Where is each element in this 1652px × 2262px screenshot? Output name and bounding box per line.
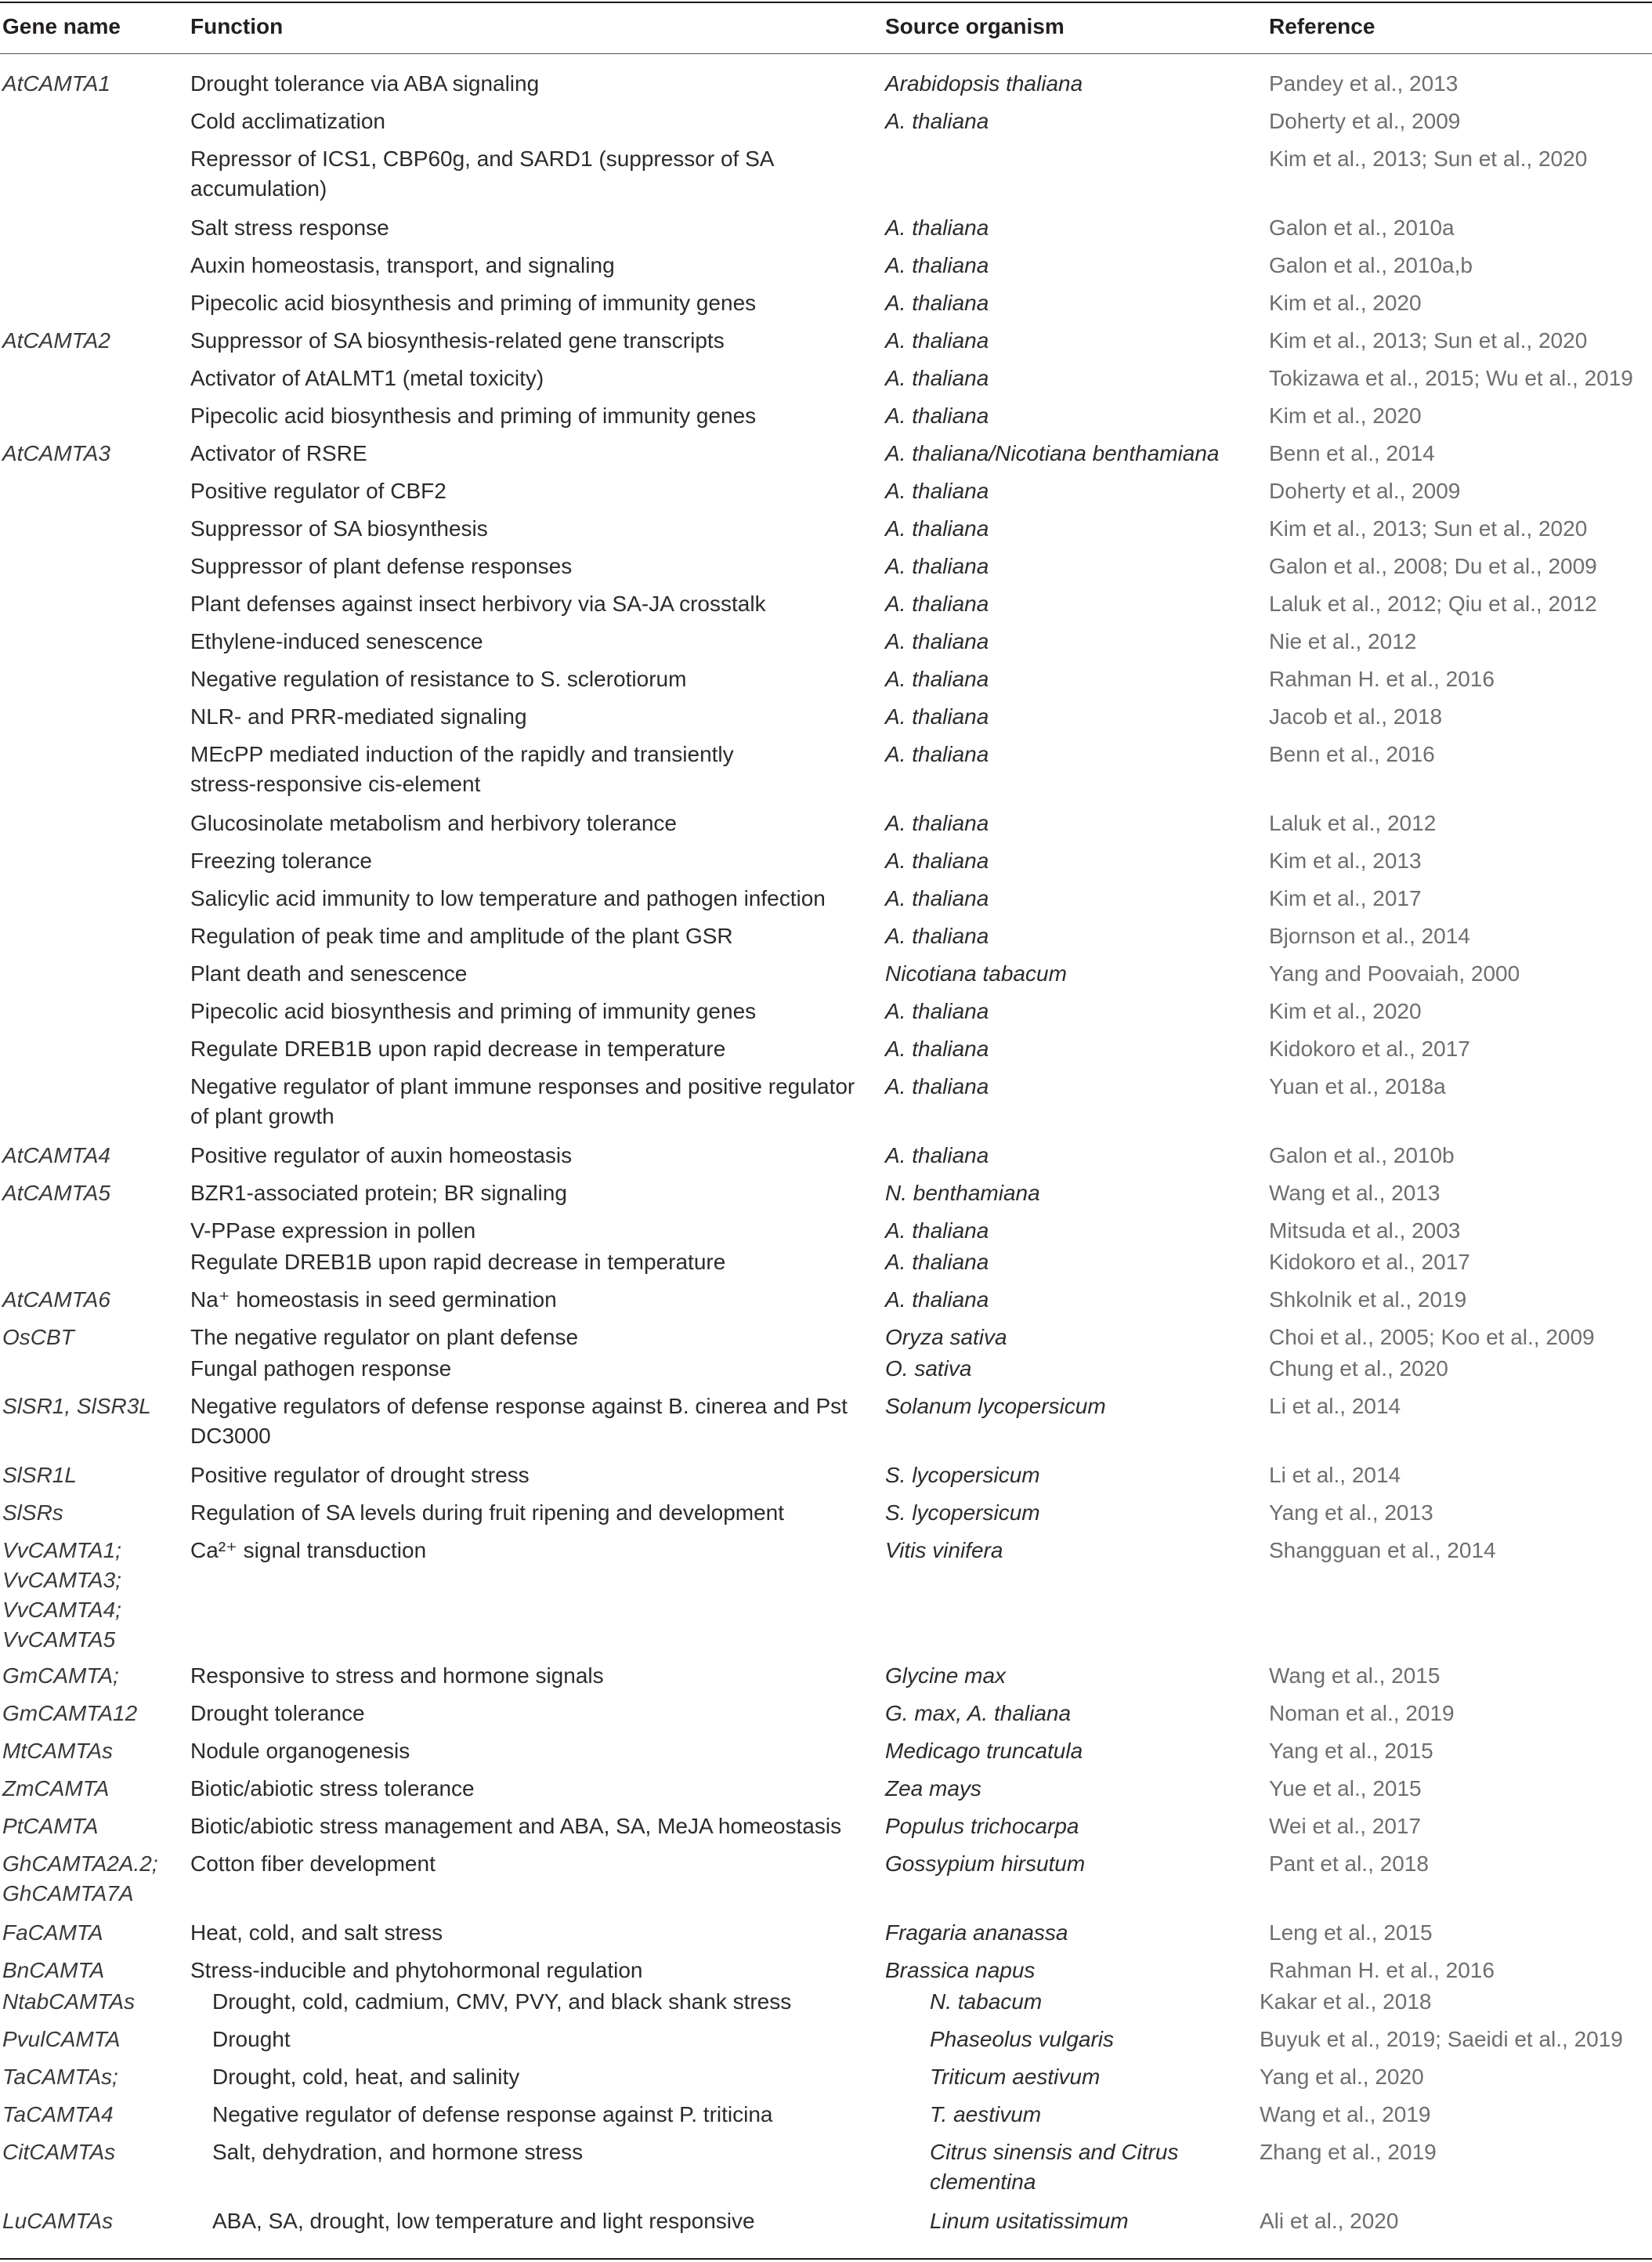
function-cell: Nodule organogenesis <box>190 1739 410 1763</box>
source-organism-cell: A. thaliana <box>885 215 989 240</box>
reference-cell: Kim et al., 2013 <box>1269 849 1422 873</box>
gene-name-cell: AtCAMTA1 <box>2 71 110 96</box>
reference-cell: Doherty et al., 2009 <box>1269 109 1461 133</box>
source-organism-cell: A. thaliana <box>885 1287 989 1312</box>
function-cell: Negative regulators of defense response against B. cinerea and Pst DC3000 <box>190 1394 848 1448</box>
gene-name-cell: TaCAMTA4 <box>2 2102 114 2126</box>
function-cell: Negative regulation of resistance to S. sclerotiorum <box>190 667 687 691</box>
source-organism-cell: Glycine max <box>885 1663 1007 1688</box>
source-organism-cell: Citrus sinensis and Citrus clementina <box>930 2140 1179 2194</box>
reference-cell: Yang and Poovaiah, 2000 <box>1269 961 1520 986</box>
function-cell: Repressor of ICS1, CBP60g, and SARD1 (suppressor of SA accumulation) <box>190 147 775 201</box>
function-cell: Salicylic acid immunity to low temperature and pathogen infection <box>190 886 826 910</box>
function-cell: Ca²⁺ signal transduction <box>190 1538 427 1562</box>
function-cell: Drought <box>212 2027 291 2051</box>
gene-name-cell: OsCBT <box>2 1325 74 1349</box>
reference-cell: Nie et al., 2012 <box>1269 629 1417 653</box>
function-cell: Cotton fiber development <box>190 1851 436 1876</box>
reference-cell: Yang et al., 2015 <box>1269 1739 1433 1763</box>
source-organism-cell: A. thaliana <box>885 366 989 390</box>
function-cell: Pipecolic acid biosynthesis and priming of immunity genes <box>190 291 757 315</box>
source-organism-cell: A. thaliana <box>885 554 989 578</box>
reference-cell: Galon et al., 2010b <box>1269 1143 1455 1167</box>
header-source-organism: Source organism <box>885 14 1065 38</box>
gene-name-cell: MtCAMTAs <box>2 1739 114 1763</box>
gene-name-cell: PvulCAMTA <box>2 2027 121 2051</box>
header-gene-name: Gene name <box>2 14 121 38</box>
source-organism-cell: A. thaliana <box>885 479 989 503</box>
function-cell: Negative regulator of defense response against P. triticina <box>212 2102 773 2126</box>
function-cell: Plant defenses against insect herbivory via SA-JA crosstalk <box>190 592 766 616</box>
header-function: Function <box>190 14 284 38</box>
source-organism-cell: Gossypium hirsutum <box>885 1851 1086 1876</box>
reference-cell: Laluk et al., 2012 <box>1269 811 1437 835</box>
reference-cell: Li et al., 2014 <box>1269 1394 1401 1418</box>
source-organism-cell: A. thaliana <box>885 253 989 277</box>
function-cell: Auxin homeostasis, transport, and signaling <box>190 253 615 277</box>
function-cell: Suppressor of SA biosynthesis <box>190 516 488 541</box>
gene-name-cell: ZmCAMTA <box>2 1776 110 1801</box>
reference-cell: Bjornson et al., 2014 <box>1269 924 1470 948</box>
function-cell: Regulation of SA levels during fruit ripening and development <box>190 1500 785 1525</box>
reference-cell: Jacob et al., 2018 <box>1269 704 1443 729</box>
function-cell: Plant death and senescence <box>190 961 468 986</box>
gene-name-cell: GhCAMTA2A.2; GhCAMTA7A <box>2 1851 158 1906</box>
source-organism-cell: A. thaliana <box>885 999 989 1023</box>
reference-cell: Ali et al., 2020 <box>1260 2209 1399 2233</box>
source-organism-cell: Triticum aestivum <box>930 2065 1101 2089</box>
function-cell: Drought tolerance <box>190 1701 365 1725</box>
source-organism-cell: A. thaliana <box>885 404 989 428</box>
gene-name-cell: NtabCAMTAs <box>2 1989 136 2014</box>
source-organism-cell: S. lycopersicum <box>885 1463 1040 1487</box>
function-cell: Pipecolic acid biosynthesis and priming of immunity genes <box>190 404 757 428</box>
source-organism-cell: A. thaliana <box>885 742 989 766</box>
function-cell: Suppressor of plant defense responses <box>190 554 573 578</box>
reference-cell: Wang et al., 2015 <box>1269 1663 1441 1688</box>
function-cell: Drought, cold, cadmium, CMV, PVY, and black shank stress <box>212 1989 792 2014</box>
reference-cell: Kakar et al., 2018 <box>1260 1989 1432 2014</box>
gene-name-cell: GmCAMTA; <box>2 1663 119 1688</box>
reference-cell: Shkolnik et al., 2019 <box>1269 1287 1467 1312</box>
function-cell: Salt stress response <box>190 215 389 240</box>
reference-cell: Choi et al., 2005; Koo et al., 2009 <box>1269 1325 1595 1349</box>
gene-name-cell: FaCAMTA <box>2 1920 103 1945</box>
function-cell: Fungal pathogen response <box>190 1356 452 1381</box>
table-bottom-rule <box>0 2258 1652 2260</box>
function-cell: Ethylene-induced senescence <box>190 629 483 653</box>
reference-cell: Buyuk et al., 2019; Saeidi et al., 2019 <box>1260 2027 1623 2051</box>
function-cell: Freezing tolerance <box>190 849 372 873</box>
reference-cell: Kim et al., 2020 <box>1269 404 1422 428</box>
source-organism-cell: Populus trichocarpa <box>885 1814 1079 1838</box>
reference-cell: Doherty et al., 2009 <box>1269 479 1461 503</box>
function-cell: Activator of RSRE <box>190 441 367 465</box>
function-cell: Regulation of peak time and amplitude of the plant GSR <box>190 924 733 948</box>
reference-cell: Laluk et al., 2012; Qiu et al., 2012 <box>1269 592 1597 616</box>
reference-cell: Yuan et al., 2018a <box>1269 1074 1446 1098</box>
reference-cell: Wei et al., 2017 <box>1269 1814 1422 1838</box>
gene-name-cell: VvCAMTA1; VvCAMTA3; VvCAMTA4; VvCAMTA5 <box>2 1538 121 1652</box>
gene-name-cell: BnCAMTA <box>2 1958 105 1982</box>
source-organism-cell: T. aestivum <box>930 2102 1042 2126</box>
reference-cell: Kim et al., 2020 <box>1269 291 1422 315</box>
source-organism-cell: Arabidopsis thaliana <box>885 71 1083 96</box>
source-organism-cell: Phaseolus vulgaris <box>930 2027 1115 2051</box>
function-cell: Drought tolerance via ABA signaling <box>190 71 540 96</box>
table-top-rule <box>0 2 1652 3</box>
function-cell: Suppressor of SA biosynthesis-related gene transcripts <box>190 328 725 353</box>
function-cell: Regulate DREB1B upon rapid decrease in temperature <box>190 1250 726 1274</box>
function-cell: Heat, cold, and salt stress <box>190 1920 443 1945</box>
source-organism-cell: A. thaliana <box>885 667 989 691</box>
function-cell: Na⁺ homeostasis in seed germination <box>190 1287 557 1312</box>
source-organism-cell: A. thaliana <box>885 109 989 133</box>
gene-name-cell: PtCAMTA <box>2 1814 99 1838</box>
function-cell: Positive regulator of drought stress <box>190 1463 530 1487</box>
gene-name-cell: AtCAMTA3 <box>2 441 110 465</box>
reference-cell: Galon et al., 2010a <box>1269 215 1455 240</box>
reference-cell: Chung et al., 2020 <box>1269 1356 1448 1381</box>
source-organism-cell: A. thaliana <box>885 516 989 541</box>
reference-cell: Benn et al., 2016 <box>1269 742 1435 766</box>
reference-cell: Galon et al., 2010a,b <box>1269 253 1473 277</box>
source-organism-cell: A. thaliana <box>885 1143 989 1167</box>
reference-cell: Tokizawa et al., 2015; Wu et al., 2019 <box>1269 366 1633 390</box>
gene-name-cell: AtCAMTA6 <box>2 1287 110 1312</box>
gene-name-cell: AtCAMTA5 <box>2 1181 110 1205</box>
source-organism-cell: Vitis vinifera <box>885 1538 1003 1562</box>
reference-cell: Pandey et al., 2013 <box>1269 71 1459 96</box>
header-reference: Reference <box>1269 14 1375 38</box>
gene-name-cell: TaCAMTAs; <box>2 2065 118 2089</box>
gene-name-cell: CitCAMTAs <box>2 2140 116 2164</box>
reference-cell: Leng et al., 2015 <box>1269 1920 1433 1945</box>
reference-cell: Kidokoro et al., 2017 <box>1269 1250 1470 1274</box>
gene-name-cell: SlSRs <box>2 1500 63 1525</box>
table-header-rule <box>0 53 1652 54</box>
source-organism-cell: Zea mays <box>885 1776 981 1801</box>
source-organism-cell: Linum usitatissimum <box>930 2209 1129 2233</box>
function-cell: BZR1-associated protein; BR signaling <box>190 1181 567 1205</box>
reference-cell: Kim et al., 2017 <box>1269 886 1422 910</box>
reference-cell: Kim et al., 2013; Sun et al., 2020 <box>1269 328 1588 353</box>
source-organism-cell: Oryza sativa <box>885 1325 1007 1349</box>
function-cell: MEcPP mediated induction of the rapidly and transiently stress-responsive cis-element <box>190 742 734 796</box>
source-organism-cell: A. thaliana <box>885 811 989 835</box>
reference-cell: Kim et al., 2013; Sun et al., 2020 <box>1269 516 1588 541</box>
function-cell: Regulate DREB1B upon rapid decrease in temperature <box>190 1037 726 1061</box>
source-organism-cell: A. thaliana <box>885 886 989 910</box>
gene-name-cell: GmCAMTA12 <box>2 1701 138 1725</box>
reference-cell: Pant et al., 2018 <box>1269 1851 1429 1876</box>
source-organism-cell: A. thaliana <box>885 924 989 948</box>
source-organism-cell: Nicotiana tabacum <box>885 961 1067 986</box>
source-organism-cell: S. lycopersicum <box>885 1500 1040 1525</box>
function-cell: Drought, cold, heat, and salinity <box>212 2065 520 2089</box>
gene-name-cell: LuCAMTAs <box>2 2209 114 2233</box>
source-organism-cell: N. benthamiana <box>885 1181 1040 1205</box>
source-organism-cell: A. thaliana <box>885 592 989 616</box>
source-organism-cell: Brassica napus <box>885 1958 1036 1982</box>
function-cell: NLR- and PRR-mediated signaling <box>190 704 527 729</box>
gene-name-cell: AtCAMTA2 <box>2 328 110 353</box>
gene-name-cell: SlSR1, SlSR3L <box>2 1394 151 1418</box>
function-cell: Glucosinolate metabolism and herbivory tolerance <box>190 811 677 835</box>
function-cell: Pipecolic acid biosynthesis and priming of immunity genes <box>190 999 757 1023</box>
function-cell: Salt, dehydration, and hormone stress <box>212 2140 584 2164</box>
source-organism-cell: A. thaliana <box>885 1250 989 1274</box>
reference-cell: Kidokoro et al., 2017 <box>1269 1037 1470 1061</box>
reference-cell: Kim et al., 2020 <box>1269 999 1422 1023</box>
function-cell: Responsive to stress and hormone signals <box>190 1663 604 1688</box>
source-organism-cell: A. thaliana <box>885 629 989 653</box>
reference-cell: Mitsuda et al., 2003 <box>1269 1218 1461 1243</box>
source-organism-cell: Medicago truncatula <box>885 1739 1083 1763</box>
reference-cell: Wang et al., 2013 <box>1269 1181 1441 1205</box>
function-cell: Biotic/abiotic stress tolerance <box>190 1776 475 1801</box>
function-cell: Negative regulator of plant immune responses and positive regulator of plant growth <box>190 1074 855 1128</box>
reference-cell: Rahman H. et al., 2016 <box>1269 667 1495 691</box>
function-cell: V-PPase expression in pollen <box>190 1218 476 1243</box>
function-cell: Stress-inducible and phytohormonal regulation <box>190 1958 643 1982</box>
reference-cell: Rahman H. et al., 2016 <box>1269 1958 1495 1982</box>
gene-name-cell: SlSR1L <box>2 1463 77 1487</box>
reference-cell: Benn et al., 2014 <box>1269 441 1435 465</box>
reference-cell: Li et al., 2014 <box>1269 1463 1401 1487</box>
function-cell: Positive regulator of CBF2 <box>190 479 446 503</box>
source-organism-cell: A. thaliana <box>885 291 989 315</box>
reference-cell: Galon et al., 2008; Du et al., 2009 <box>1269 554 1597 578</box>
source-organism-cell: A. thaliana <box>885 1074 989 1098</box>
reference-cell: Yang et al., 2020 <box>1260 2065 1424 2089</box>
source-organism-cell: Fragaria ananassa <box>885 1920 1068 1945</box>
reference-cell: Shangguan et al., 2014 <box>1269 1538 1496 1562</box>
source-organism-cell: A. thaliana <box>885 1218 989 1243</box>
source-organism-cell: A. thaliana <box>885 849 989 873</box>
source-organism-cell: Solanum lycopersicum <box>885 1394 1106 1418</box>
reference-cell: Yang et al., 2013 <box>1269 1500 1433 1525</box>
function-cell: The negative regulator on plant defense <box>190 1325 579 1349</box>
reference-cell: Noman et al., 2019 <box>1269 1701 1455 1725</box>
function-cell: Biotic/abiotic stress management and ABA, SA, MeJA homeostasis <box>190 1814 842 1838</box>
source-organism-cell: A. thaliana <box>885 1037 989 1061</box>
source-organism-cell: A. thaliana <box>885 328 989 353</box>
reference-cell: Kim et al., 2013; Sun et al., 2020 <box>1269 147 1588 171</box>
function-cell: Positive regulator of auxin homeostasis <box>190 1143 573 1167</box>
function-cell: ABA, SA, drought, low temperature and light responsive <box>212 2209 755 2233</box>
source-organism-cell: A. thaliana <box>885 704 989 729</box>
function-cell: Activator of AtALMT1 (metal toxicity) <box>190 366 544 390</box>
source-organism-cell: G. max, A. thaliana <box>885 1701 1072 1725</box>
source-organism-cell: N. tabacum <box>930 1989 1043 2014</box>
gene-name-cell: AtCAMTA4 <box>2 1143 110 1167</box>
reference-cell: Yue et al., 2015 <box>1269 1776 1422 1801</box>
function-cell: Cold acclimatization <box>190 109 385 133</box>
source-organism-cell: O. sativa <box>885 1356 972 1381</box>
reference-cell: Wang et al., 2019 <box>1260 2102 1431 2126</box>
reference-cell: Zhang et al., 2019 <box>1260 2140 1437 2164</box>
source-organism-cell: A. thaliana/Nicotiana benthamiana <box>885 441 1220 465</box>
